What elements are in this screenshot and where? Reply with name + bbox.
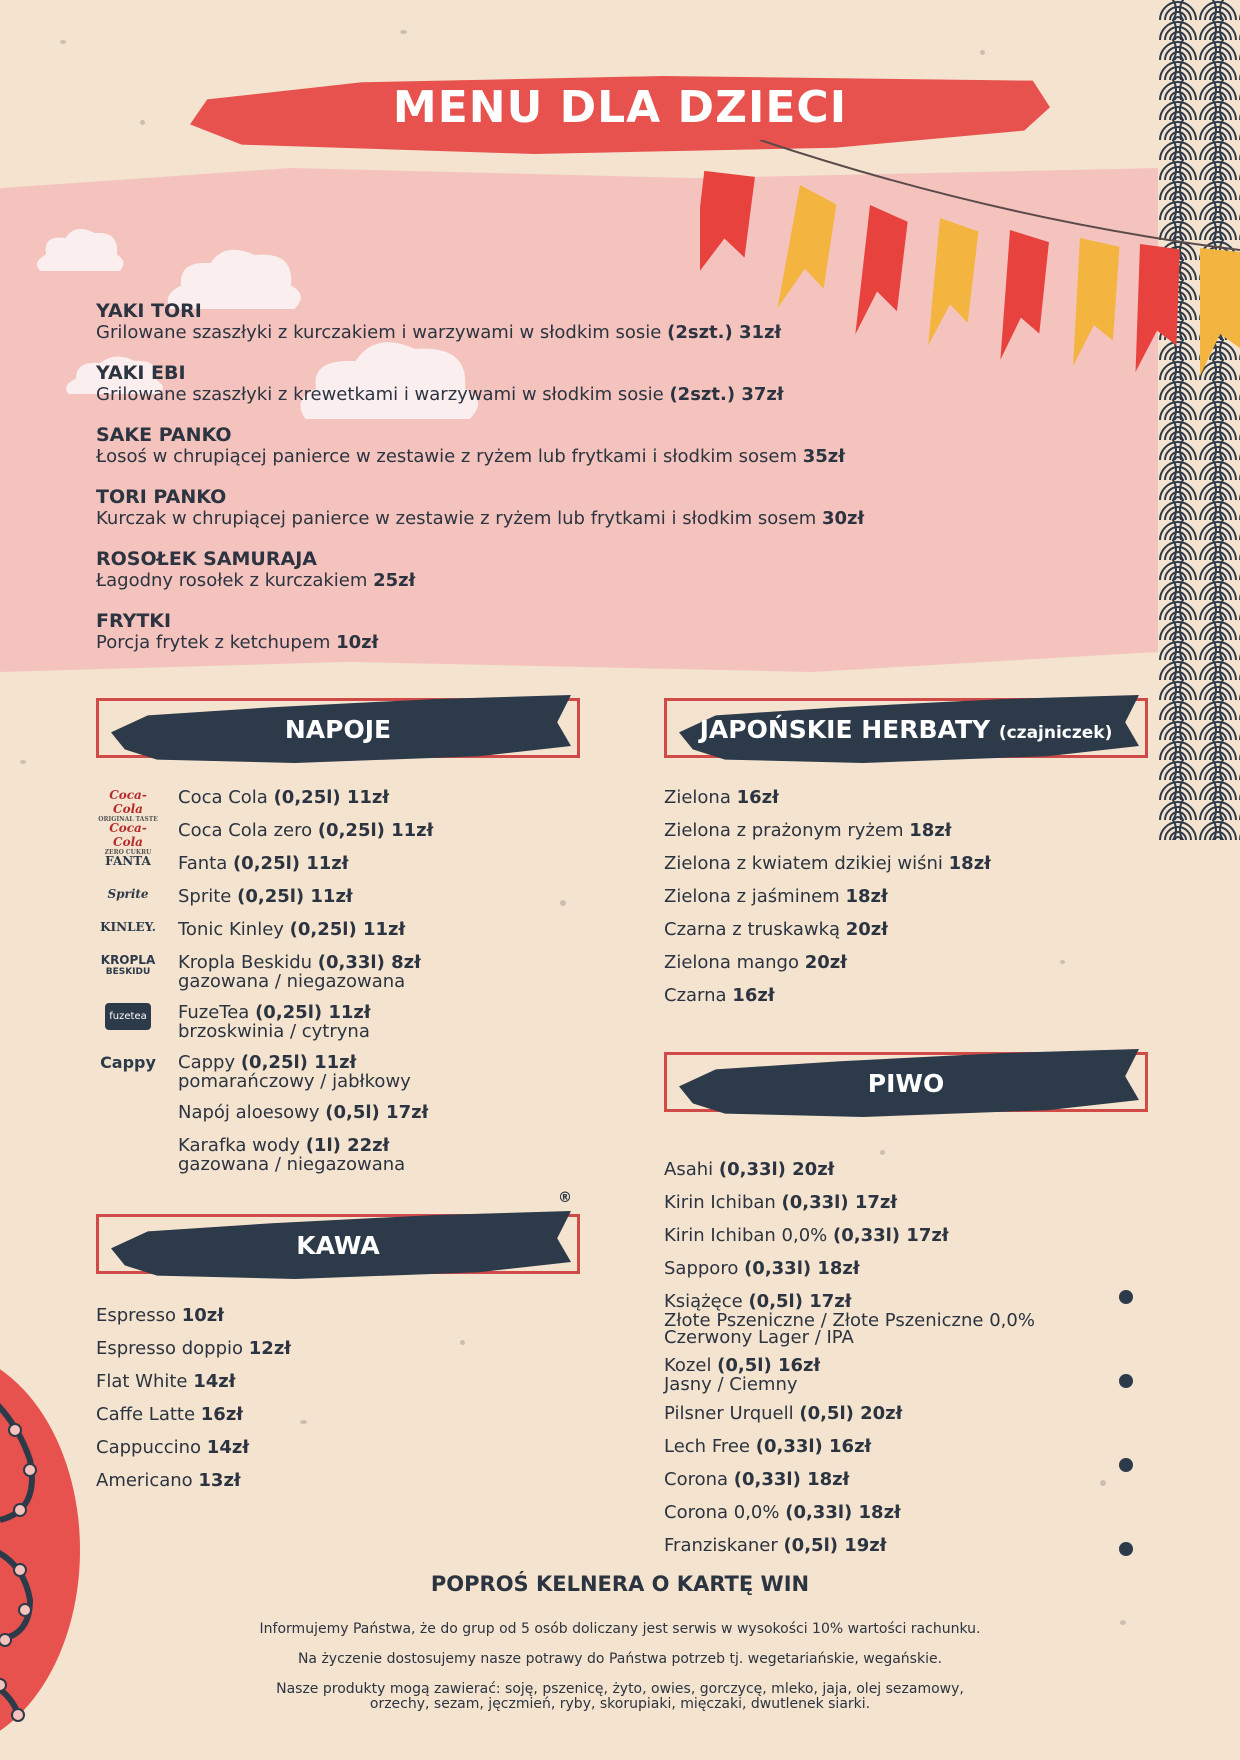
fuzetea-logo-icon: fuzetea: [96, 1003, 160, 1030]
list-item: Książęce (0,5l) 17zł Złote Pszeniczne / Złote Pszeniczne 0,0% Czerwony Lager / IPA: [664, 1291, 1035, 1348]
list-item: Cappuccino 14zł: [96, 1437, 250, 1458]
list-item: Pilsner Urquell (0,5l) 20zł: [664, 1403, 903, 1424]
dietary-note: Na życzenie dostosujemy nasze potrawy do Państwa potrzeb tj. wegetariańskie, wegańskie.: [297, 1651, 943, 1667]
list-item: Espresso 10zł: [96, 1305, 224, 1326]
wine-list-note: POPROŚ KELNERA O KARTĘ WIN: [430, 1572, 810, 1596]
piwo-list: [664, 1160, 1184, 1569]
allergen-note-line-2: orzechy, sezam, jęczmień, ryby, skorupiaki, mięczaki, dwutlenek siarki.: [369, 1696, 871, 1712]
list-item: YAKI TORI Grilowane szaszłyki z kurczakiem i warzywami w słodkim sosie (2szt.) 31zł: [96, 300, 782, 343]
list-item: fuzetea FuzeTea (0,25l) 11zł brzoskwinia / cytryna: [178, 1003, 598, 1053]
list-item: Kozel (0,5l) 16zł Jasny / Ciemny: [664, 1355, 821, 1395]
cloud-icon: [30, 222, 130, 282]
list-item: Zielona z jaśminem 18zł: [664, 886, 888, 907]
coca-cola-logo-icon: Coca-Cola ORIGINAL TASTE: [98, 788, 158, 823]
allergen-note-line-1: Nasze produkty mogą zawierać: soję, pszenicę, żyto, owies, gorczycę, mleko, jaja, olej sezamowy,: [276, 1681, 964, 1697]
list-item: Franziskaner (0,5l) 19zł: [664, 1535, 887, 1556]
list-item: Zielona z prażonym ryżem 18zł: [664, 820, 952, 841]
list-item: Lech Free (0,33l) 16zł: [664, 1436, 872, 1457]
kawa-header: KAWA: [96, 1214, 580, 1274]
list-item: TORI PANKO Kurczak w chrupiącej panierce w zestawie z ryżem lub frytkami i słodkim sosem 30zł: [96, 486, 865, 529]
piwo-header: PIWO: [664, 1052, 1148, 1112]
coca-cola-zero-logo-icon: Coca-Cola ZERO CUKRU: [104, 821, 152, 856]
fanta-logo-icon: FANTA: [105, 854, 151, 868]
herbaty-list: [664, 788, 1124, 1019]
list-item: Czarna 16zł: [664, 985, 775, 1006]
kinley-logo-icon: KINLEY.: [100, 920, 156, 934]
list-item: FANTA Fanta (0,25l) 11zł: [178, 854, 598, 887]
registered-mark: ®: [558, 1190, 572, 1206]
list-item: Americano 13zł: [96, 1470, 241, 1491]
kawa-list: [96, 1306, 556, 1504]
list-item: Corona 0,0% (0,33l) 18zł: [664, 1502, 901, 1523]
page-title: MENU DLA DZIECI: [392, 82, 848, 133]
list-item: Espresso doppio 12zł: [96, 1338, 291, 1359]
dot-decoration: [1119, 1290, 1133, 1304]
octopus-decoration: [0, 1340, 90, 1760]
list-item: ROSOŁEK SAMURAJA Łagodny rosołek z kurczakiem 25zł: [96, 548, 416, 591]
list-item: Caffe Latte 16zł: [96, 1404, 243, 1425]
list-item: Karafka wody (1l) 22zł gazowana / niegazowana: [178, 1135, 406, 1175]
list-item: Cappy Cappy (0,25l) 11zł pomarańczowy / jabłkowy: [178, 1053, 598, 1103]
dot-decoration: [1119, 1542, 1133, 1556]
list-item: Sprite Sprite (0,25l) 11zł: [178, 887, 598, 920]
list-item: Zielona 16zł: [664, 787, 779, 808]
list-item: Corona (0,33l) 18zł: [664, 1469, 850, 1490]
service-charge-note: Informujemy Państwa, że do grup od 5 osób doliczany jest serwis w wysokości 10% wartości rachunku.: [259, 1621, 981, 1637]
list-item: YAKI EBI Grilowane szaszłyki z krewetkami i warzywami w słodkim sosie (2szt.) 37zł: [96, 362, 784, 405]
napoje-header: NAPOJE: [96, 698, 580, 758]
list-item: SAKE PANKO Łosoś w chrupiącej panierce w zestawie z ryżem lub frytkami i słodkim sosem 35zł: [96, 424, 845, 467]
kropla-beskidu-logo-icon: KROPLA BESKIDU: [100, 953, 156, 977]
list-item: Zielona mango 20zł: [664, 952, 847, 973]
list-item: Czarna z truskawką 20zł: [664, 919, 888, 940]
list-item: Zielona z kwiatem dzikiej wiśni 18zł: [664, 853, 991, 874]
dot-decoration: [1119, 1458, 1133, 1472]
list-item: Kirin Ichiban (0,33l) 17zł: [664, 1192, 898, 1213]
napoje-list: [98, 787, 598, 1176]
list-item: Coca-Cola ORIGINAL TASTE Coca Cola (0,25l) 11zł: [178, 788, 598, 821]
list-item: FRYTKI Porcja frytek z ketchupem 10zł: [96, 610, 379, 653]
kids-menu-list: [96, 300, 1096, 672]
list-item: Sapporo (0,33l) 18zł: [664, 1258, 860, 1279]
herbaty-header: JAPOŃSKIE HERBATY (czajniczek): [664, 698, 1148, 758]
list-item: Kirin Ichiban 0,0% (0,33l) 17zł: [664, 1225, 949, 1246]
list-item: Napój aloesowy (0,5l) 17zł: [178, 1102, 429, 1123]
list-item: Flat White 14zł: [96, 1371, 236, 1392]
list-item: KROPLA BESKIDU Kropla Beskidu (0,33l) 8zł gazowana / niegazowana: [178, 953, 598, 1003]
list-item: Asahi (0,33l) 20zł: [664, 1159, 835, 1180]
dot-decoration: [1119, 1374, 1133, 1388]
list-item: Coca-Cola ZERO CUKRU Coca Cola zero (0,25l) 11zł: [178, 821, 598, 854]
cappy-logo-icon: Cappy: [100, 1053, 156, 1072]
wave-pattern-decoration: [1158, 0, 1240, 840]
list-item: KINLEY. Tonic Kinley (0,25l) 11zł: [178, 920, 598, 953]
sprite-logo-icon: Sprite: [107, 887, 149, 901]
